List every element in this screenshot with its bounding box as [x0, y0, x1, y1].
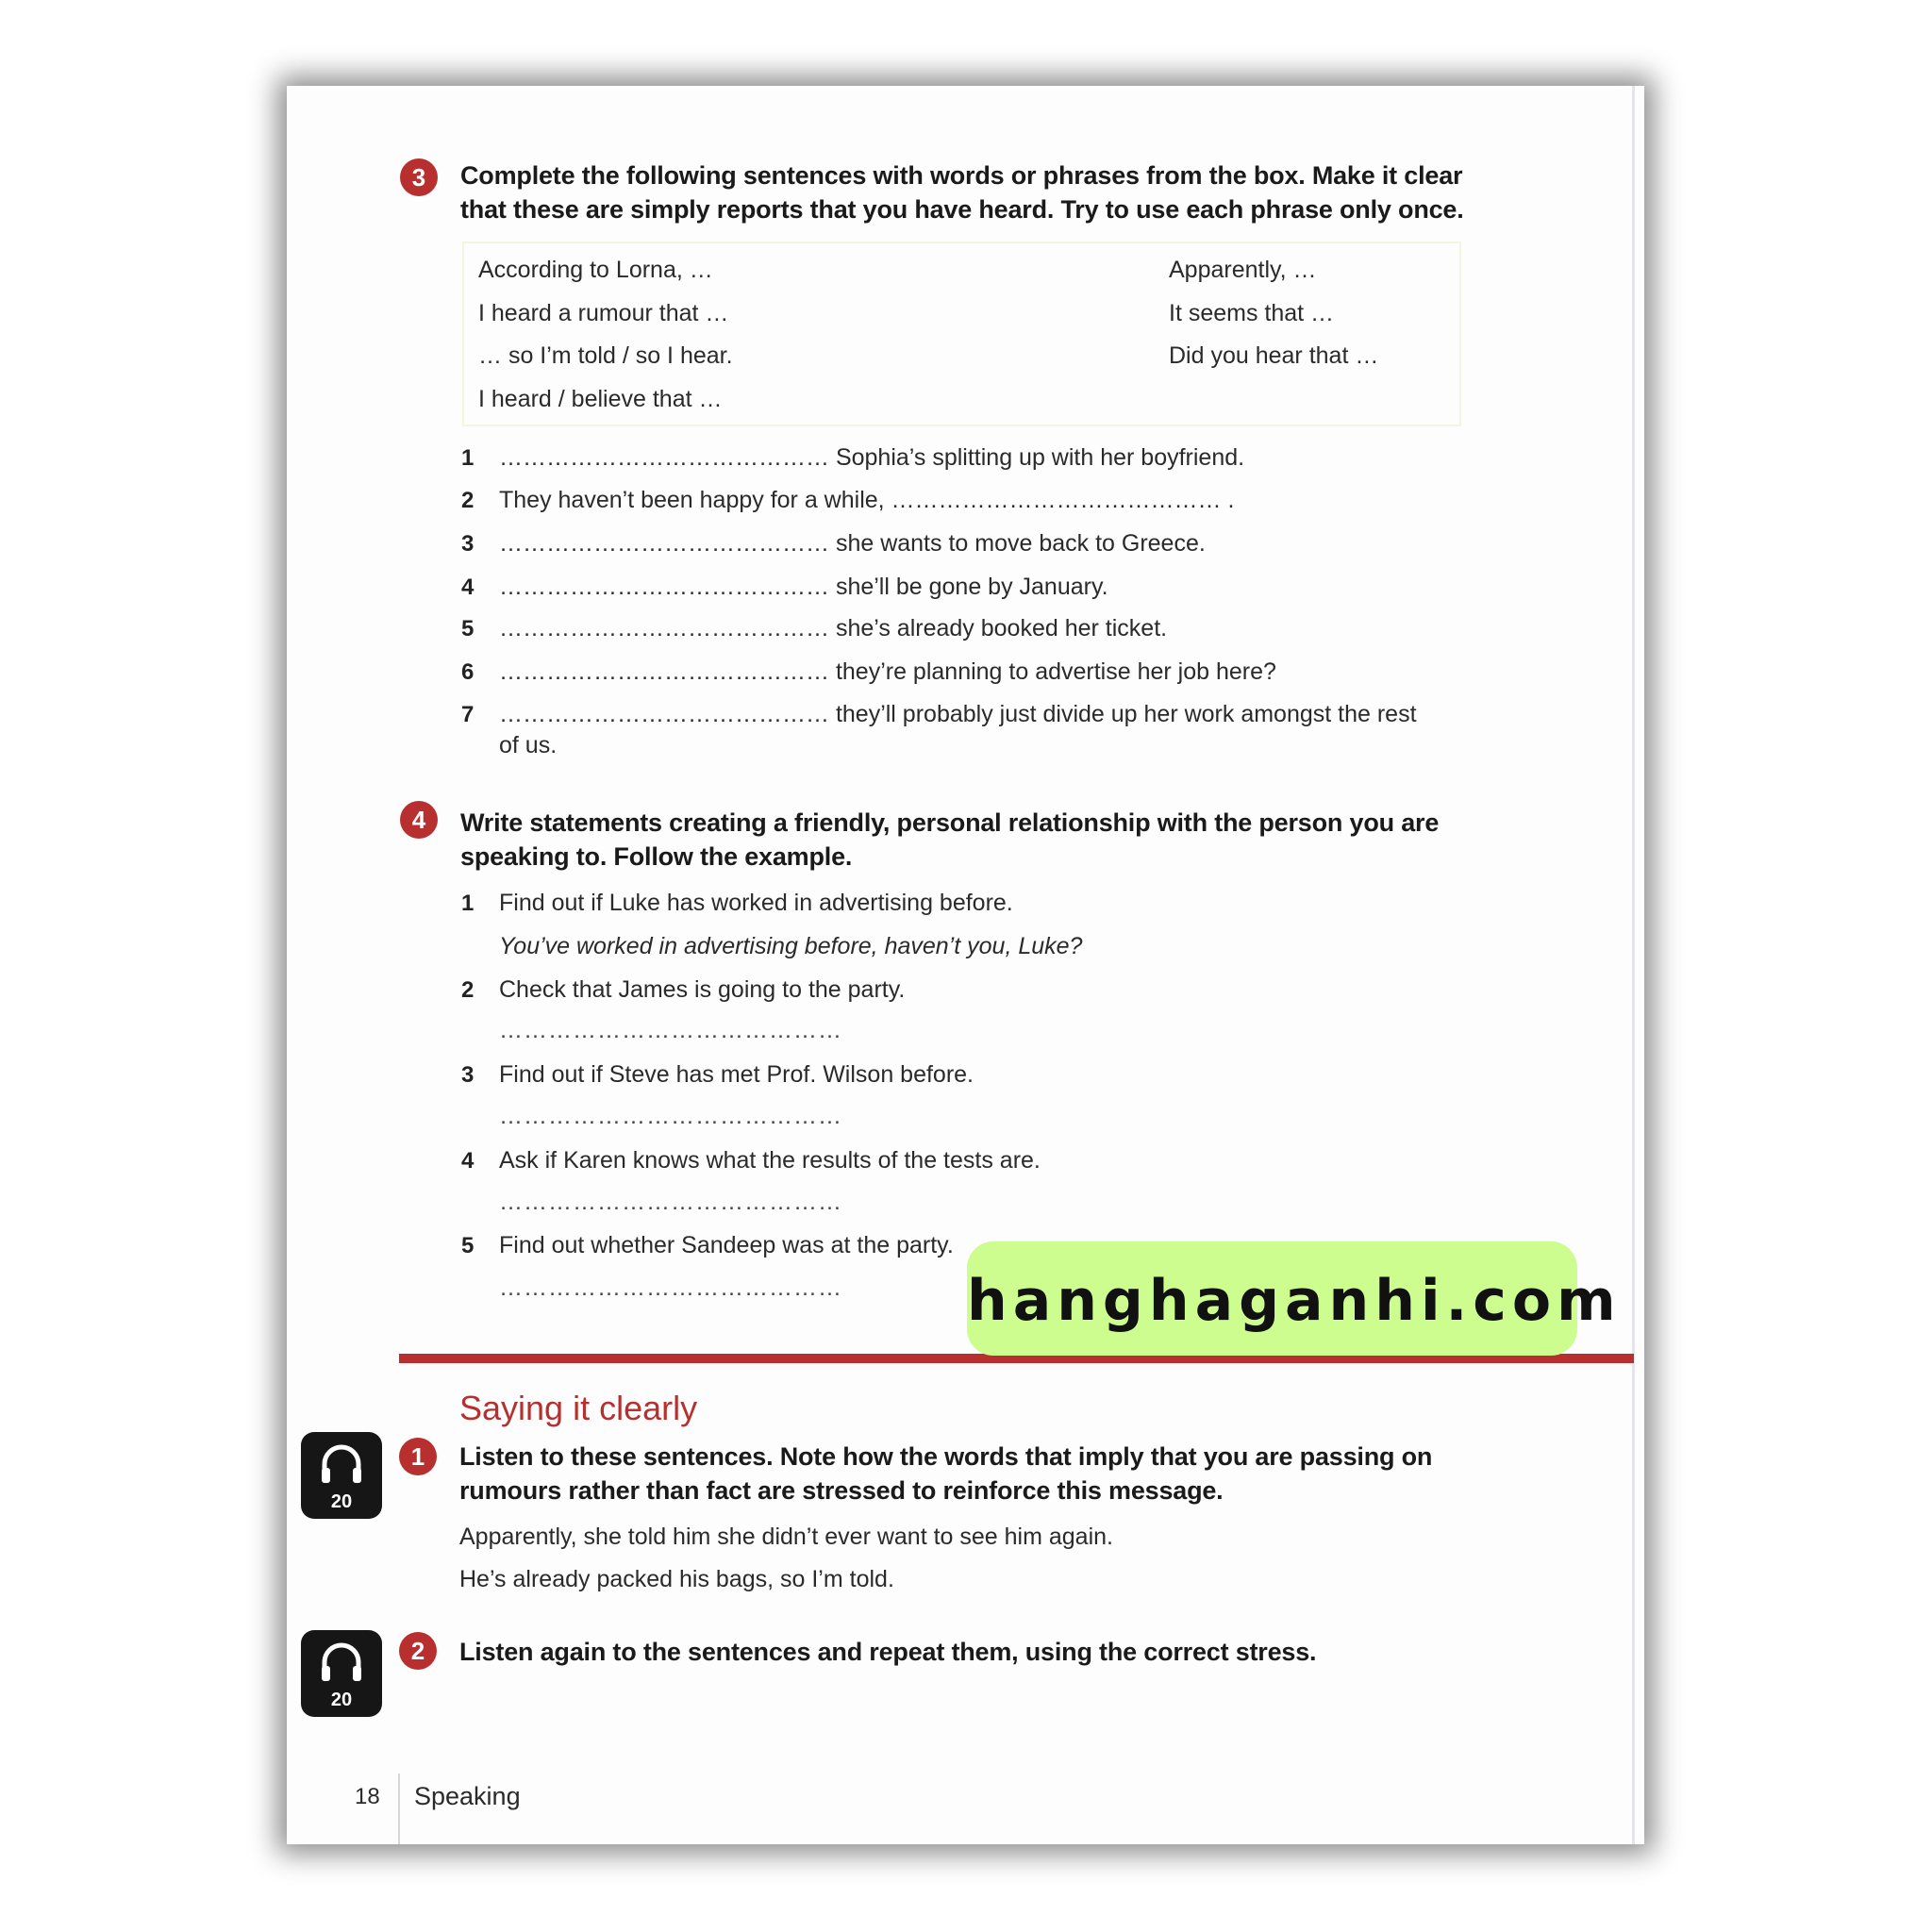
audio-track-badge[interactable] [301, 1630, 382, 1717]
exercise-3-instruction-line2: that these are simply reports that you have heard. Try to use each phrase only once. [460, 195, 1464, 224]
phrase-box-item: I heard / believe that … [478, 386, 723, 412]
watermark [967, 1241, 1622, 1356]
track-number: 20 [330, 1491, 353, 1512]
item-number: 2 [461, 488, 475, 513]
item-number: 5 [461, 616, 475, 641]
prompt-text: Find out if Luke has worked in advertising before. [499, 890, 1013, 916]
item-number: 5 [461, 1233, 475, 1258]
exercise-3-number-badge: 3 [400, 158, 438, 196]
exercise-4-instruction-line2: speaking to. Follow the example. [460, 842, 853, 871]
item-number: 7 [461, 702, 475, 727]
example-sentence: He’s already packed his bags, so I’m told. [459, 1566, 894, 1592]
prompt-text: Find out if Steve has met Prof. Wilson before. [499, 1061, 974, 1088]
fill-in-sentence: …………………………………… she’ll be gone by January. [499, 574, 1108, 600]
fill-in-sentence: …………………………………… she’s already booked her ticket. [499, 615, 1168, 641]
item-number: 4 [461, 1148, 475, 1174]
listening-instruction-line2: rumours rather than fact are stressed to reinforce this message. [459, 1476, 1224, 1505]
exercise-1-number-badge: 1 [399, 1438, 437, 1475]
fill-in-sentence: …………………………………… she wants to move back to Greece. [499, 530, 1206, 557]
footer-separator [398, 1774, 400, 1844]
item-number: 1 [461, 891, 475, 916]
exercise-4-number-badge: 4 [400, 801, 438, 839]
item-number: 4 [461, 575, 475, 600]
item-number: 6 [461, 659, 475, 685]
exercise-4-instruction-line1: Write statements creating a friendly, personal relationship with the person you are [460, 808, 1440, 837]
section-name: Speaking [414, 1782, 521, 1810]
headphones-icon [319, 1640, 364, 1687]
listening-instruction-line1: Listen to these sentences. Note how the words that imply that you are passing on [459, 1442, 1433, 1471]
item-number: 2 [461, 977, 475, 1003]
answer-blank: …………………………………… [499, 1017, 842, 1043]
fill-in-sentence: …………………………………… they’re planning to advertise her job here? [499, 658, 1276, 685]
phrase-box-item: It seems that … [1169, 300, 1335, 326]
listening-instruction: Listen again to the sentences and repeat them, using the correct stress. [459, 1638, 1317, 1666]
item-number: 3 [461, 531, 475, 557]
track-number: 20 [330, 1690, 353, 1710]
fill-in-sentence: …………………………………… they’ll probably just divide up her work amongst the rest [499, 701, 1417, 727]
exercise-3-instruction-line1: Complete the following sentences with words or phrases from the box. Make it clear [460, 161, 1463, 190]
prompt-text: Ask if Karen knows what the results of the tests are. [499, 1147, 1041, 1174]
answer-blank: …………………………………… [499, 1189, 842, 1215]
answer-blank: …………………………………… [499, 1274, 842, 1301]
exercise-2-number-badge: 2 [399, 1632, 437, 1670]
phrase-box-item: I heard a rumour that … [478, 300, 729, 326]
section-title: Saying it clearly [459, 1389, 698, 1427]
example-answer: You’ve worked in advertising before, haven’t you, Luke? [499, 933, 1083, 959]
item-number: 3 [461, 1062, 475, 1088]
fill-in-sentence: …………………………………… Sophia’s splitting up with her boyfriend. [499, 444, 1245, 471]
example-sentence: Apparently, she told him she didn’t ever want to see him again. [459, 1524, 1113, 1550]
page-number: 18 [355, 1784, 380, 1809]
phrase-box-item: Apparently, … [1169, 257, 1317, 283]
phrase-box-item: According to Lorna, … [478, 257, 713, 283]
item-number: 1 [461, 445, 475, 471]
prompt-text: Check that James is going to the party. [499, 976, 906, 1003]
watermark-text: hanghaganhi.com [967, 1268, 1622, 1334]
answer-blank: …………………………………… [499, 1103, 842, 1129]
headphones-icon [319, 1441, 364, 1489]
fill-in-sentence-continuation: of us. [499, 732, 558, 758]
phrase-box-item: … so I’m told / so I hear. [478, 342, 733, 369]
prompt-text: Find out whether Sandeep was at the party. [499, 1232, 954, 1258]
phrase-box-item: Did you hear that … [1169, 342, 1379, 369]
fill-in-sentence: They haven’t been happy for a while, …………………………………… . [499, 487, 1235, 513]
audio-track-badge[interactable] [301, 1432, 382, 1519]
